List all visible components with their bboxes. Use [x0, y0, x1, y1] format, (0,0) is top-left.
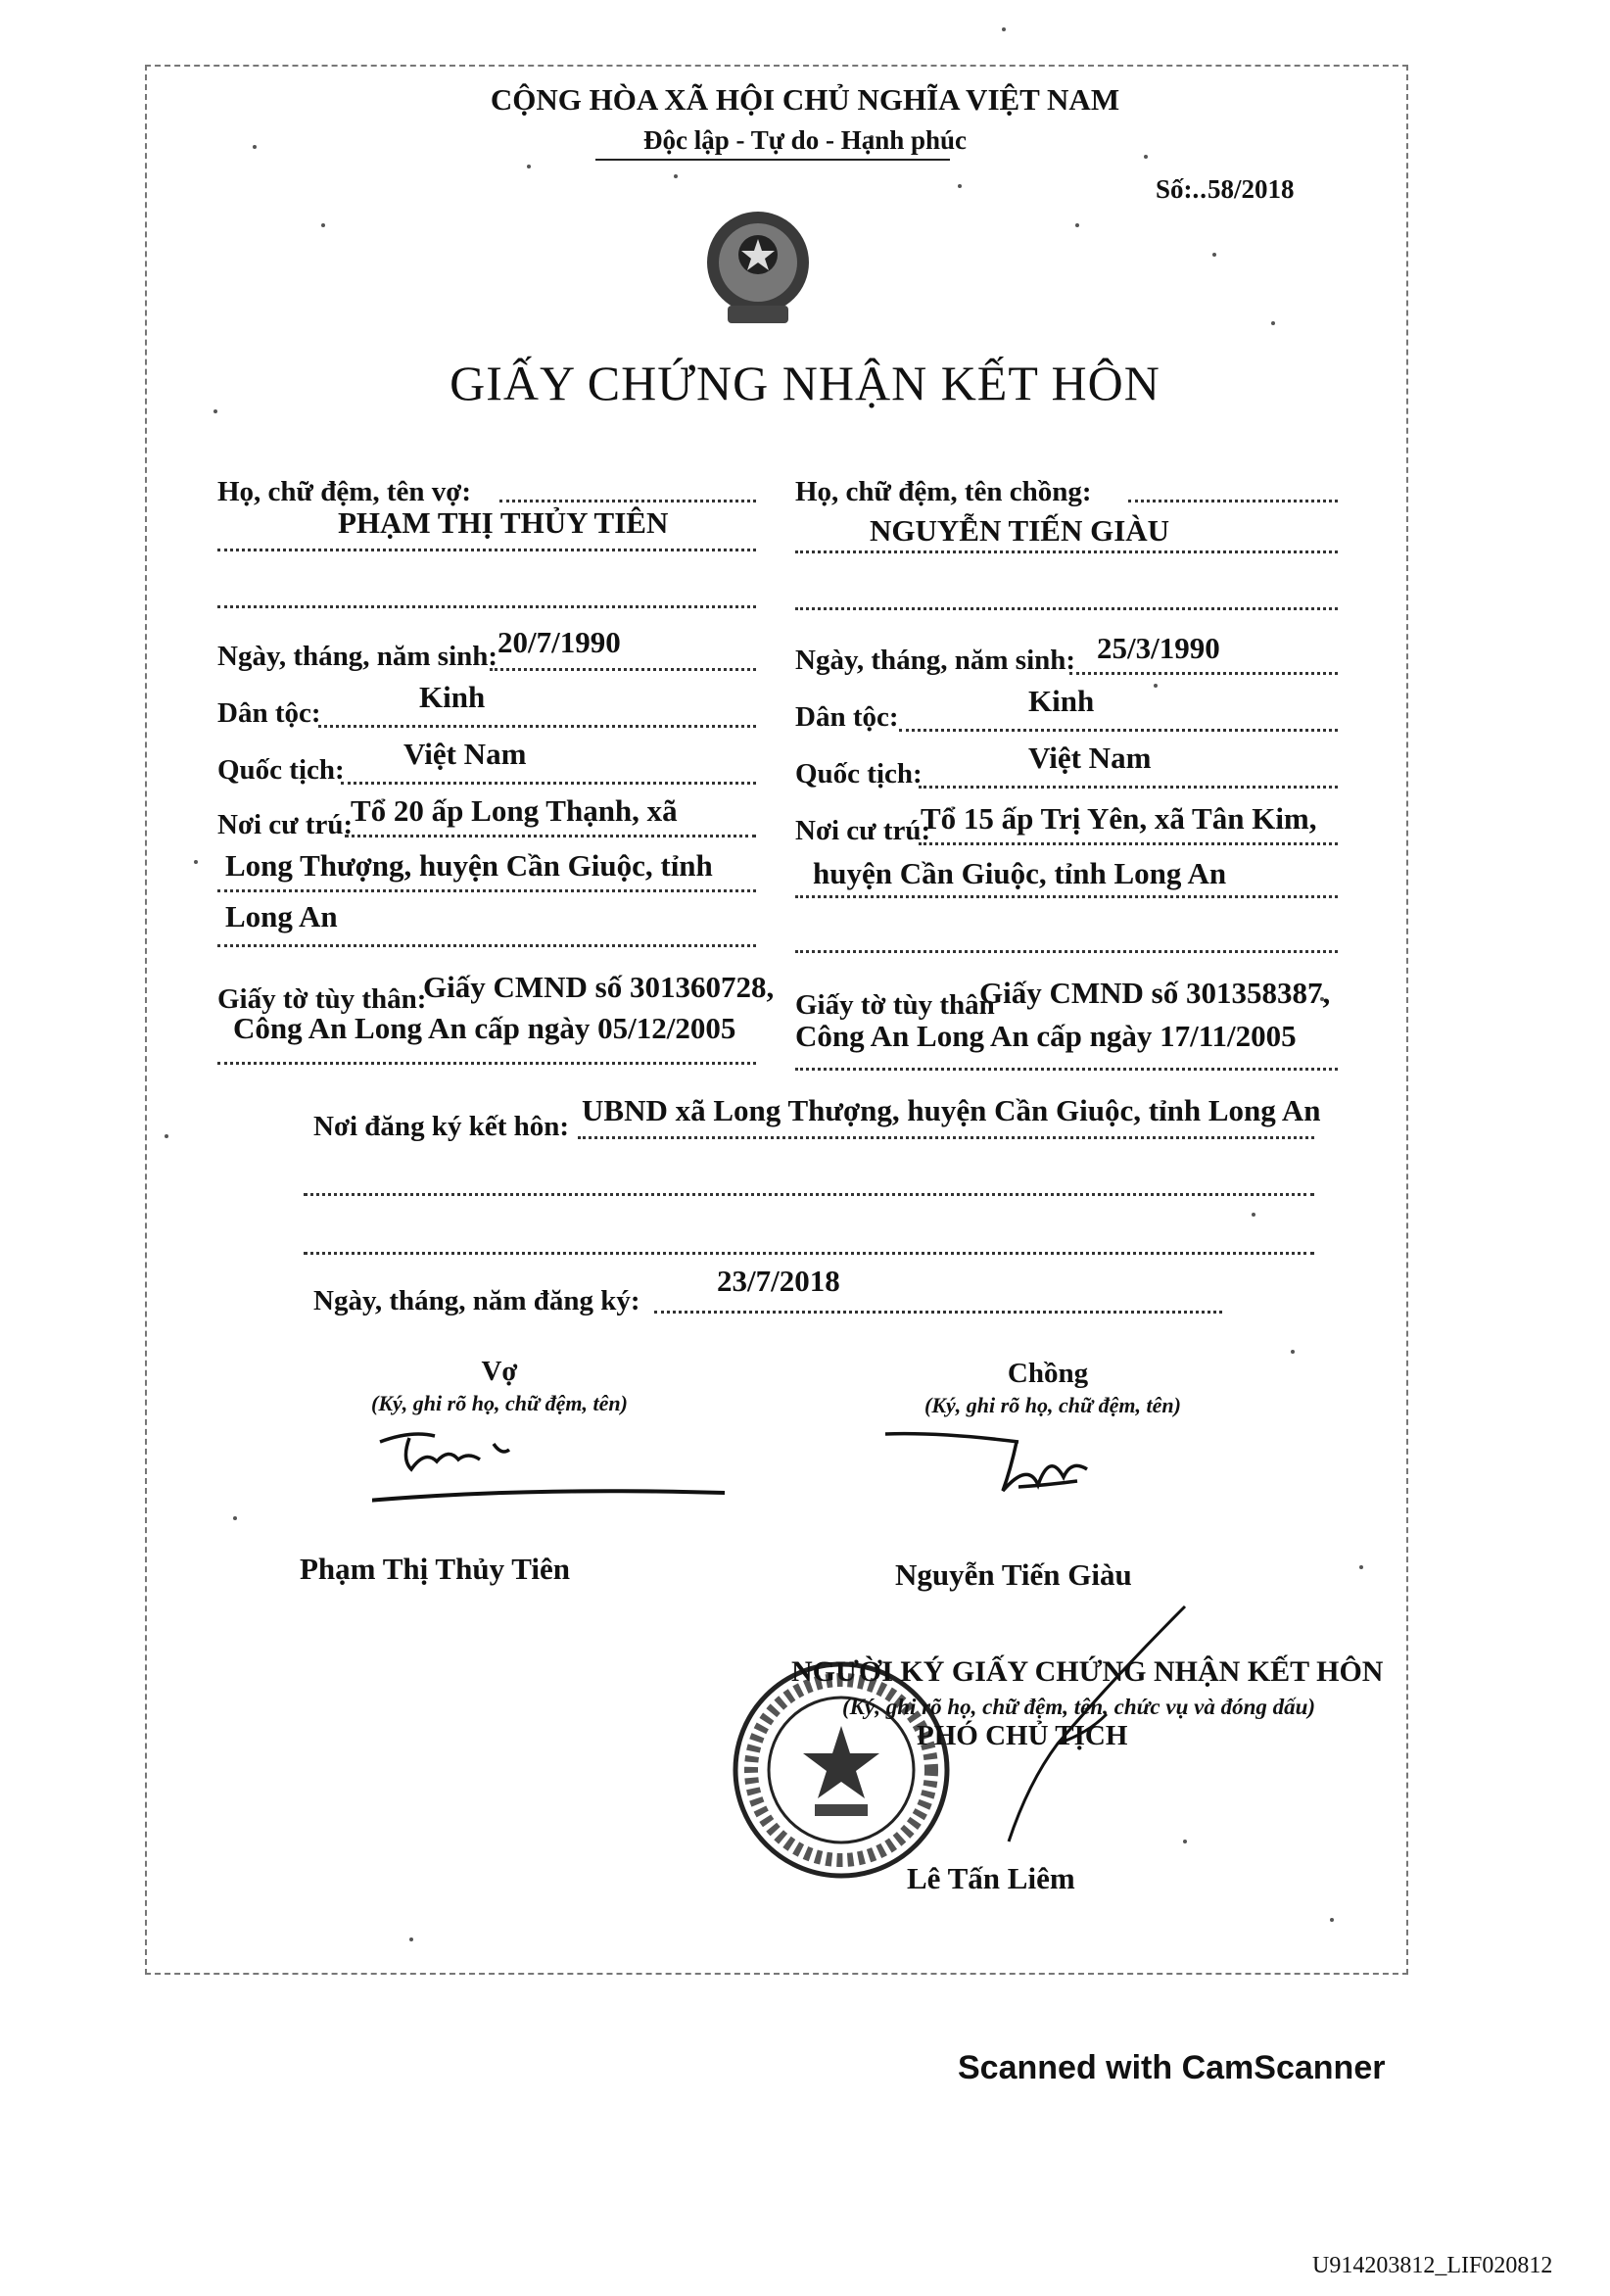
- husband-nationality-label: Quốc tịch:: [795, 758, 923, 789]
- wife-residence-line3: Long An: [225, 899, 338, 933]
- registration-place: UBND xã Long Thượng, huyện Cần Giuộc, tỉnh Long An: [582, 1093, 1321, 1127]
- husband-signature-title: Chồng: [1007, 1358, 1089, 1389]
- wife-signature-title: Vợ: [481, 1356, 518, 1387]
- dotted-line: [217, 549, 756, 551]
- document-title: GIẤY CHỨNG NHẬN KẾT HÔN: [450, 356, 1160, 410]
- wife-ethnicity: Kinh: [419, 680, 486, 714]
- dotted-line: [217, 944, 756, 947]
- dotted-line: [919, 786, 1338, 789]
- dotted-line: [795, 950, 1338, 953]
- official-signature: [940, 1597, 1214, 1851]
- husband-id-line1: Giấy CMND số 301358387,: [979, 976, 1331, 1010]
- husband-id-line2: Công An Long An cấp ngày 17/11/2005: [795, 1019, 1297, 1053]
- dotted-line: [217, 1062, 756, 1065]
- dotted-line: [304, 1252, 1314, 1255]
- registration-date: 23/7/2018: [717, 1264, 840, 1298]
- registration-date-label: Ngày, tháng, năm đăng ký:: [313, 1285, 640, 1316]
- wife-signature: [372, 1426, 725, 1514]
- dotted-line: [795, 1068, 1338, 1071]
- wife-nationality: Việt Nam: [403, 737, 527, 771]
- dotted-line: [578, 1136, 1314, 1139]
- wife-signature-name: Phạm Thị Thủy Tiên: [300, 1552, 570, 1586]
- husband-signature: [881, 1422, 1175, 1510]
- dotted-line: [795, 550, 1338, 553]
- wife-id-line1: Giấy CMND số 301360728,: [423, 970, 775, 1004]
- wife-residence-label: Nơi cư trú:: [217, 809, 354, 840]
- dotted-line: [490, 668, 756, 671]
- dotted-line: [345, 835, 756, 837]
- wife-signature-note: (Ký, ghi rõ họ, chữ đệm, tên): [371, 1391, 628, 1415]
- husband-nationality: Việt Nam: [1028, 741, 1152, 775]
- wife-id-label: Giấy tờ tùy thân:: [217, 983, 427, 1015]
- dotted-line: [795, 895, 1338, 898]
- husband-signature-note: (Ký, ghi rõ họ, chữ đệm, tên): [924, 1393, 1181, 1417]
- certificate-number: Số:..58/2018: [1156, 174, 1295, 204]
- dotted-line: [304, 1193, 1314, 1196]
- husband-residence-line2: huyện Cần Giuộc, tỉnh Long An: [813, 856, 1227, 890]
- wife-dob-label: Ngày, tháng, năm sinh:: [217, 641, 498, 672]
- wife-dob: 20/7/1990: [497, 625, 621, 659]
- husband-dob: 25/3/1990: [1097, 631, 1220, 665]
- official-seal-stamp: [729, 1657, 954, 1883]
- number-value: 58/2018: [1208, 174, 1295, 204]
- dotted-line: [654, 1311, 1222, 1314]
- husband-name: NGUYỄN TIẾN GIÀU: [870, 513, 1170, 548]
- husband-signature-name: Nguyễn Tiến Giàu: [895, 1557, 1132, 1592]
- husband-residence-label: Nơi cư trú:: [795, 815, 931, 846]
- national-emblem-icon: [700, 204, 816, 331]
- dotted-line: [318, 725, 756, 728]
- husband-dob-label: Ngày, tháng, năm sinh:: [795, 645, 1076, 676]
- dotted-line: [1128, 500, 1338, 502]
- wife-ethnicity-label: Dân tộc:: [217, 697, 321, 729]
- official-name: Lê Tấn Liêm: [907, 1861, 1075, 1895]
- wife-nationality-label: Quốc tịch:: [217, 754, 345, 786]
- document-id: U914203812_LIF020812: [1312, 2253, 1553, 2278]
- dotted-line: [217, 605, 756, 608]
- husband-id-label: Giấy tờ tùy thân: [795, 989, 995, 1021]
- number-label: Số:: [1156, 174, 1193, 204]
- wife-residence-line2: Long Thượng, huyện Cần Giuộc, tỉnh: [225, 848, 713, 883]
- official-position: PHÓ CHỦ TỊCH: [917, 1720, 1128, 1751]
- husband-name-label: Họ, chữ đệm, tên chồng:: [795, 476, 1092, 507]
- official-signer-title: NGƯỜI KÝ GIẤY CHỨNG NHẬN KẾT HÔN: [791, 1655, 1384, 1688]
- registration-place-label: Nơi đăng ký kết hôn:: [313, 1111, 570, 1142]
- wife-name-label: Họ, chữ đệm, tên vợ:: [217, 476, 471, 507]
- dotted-line: [499, 500, 756, 502]
- dotted-line: [217, 889, 756, 892]
- dotted-line: [899, 729, 1338, 732]
- husband-ethnicity-label: Dân tộc:: [795, 701, 899, 733]
- camscanner-watermark: Scanned with CamScanner: [958, 2049, 1386, 2086]
- dotted-line: [1069, 672, 1338, 675]
- country-heading: CỘNG HÒA XÃ HỘI CHỦ NGHĨA VIỆT NAM: [490, 82, 1120, 117]
- dotted-line: [919, 842, 1338, 845]
- dotted-line: [795, 607, 1338, 610]
- husband-residence-line1: Tổ 15 ấp Trị Yên, xã Tân Kim,: [921, 801, 1317, 836]
- official-signer-note: (Ký, ghi rõ họ, chữ đệm, tên, chức vụ và đóng dấu): [842, 1695, 1316, 1719]
- motto-underline: [595, 159, 950, 161]
- husband-ethnicity: Kinh: [1028, 684, 1095, 718]
- wife-residence-line1: Tổ 20 ấp Long Thạnh, xã: [351, 793, 678, 828]
- motto: Độc lập - Tự do - Hạnh phúc: [642, 125, 968, 155]
- wife-name: PHẠM THỊ THỦY TIÊN: [338, 505, 669, 540]
- dotted-line: [341, 782, 756, 785]
- wife-id-line2: Công An Long An cấp ngày 05/12/2005: [233, 1011, 736, 1045]
